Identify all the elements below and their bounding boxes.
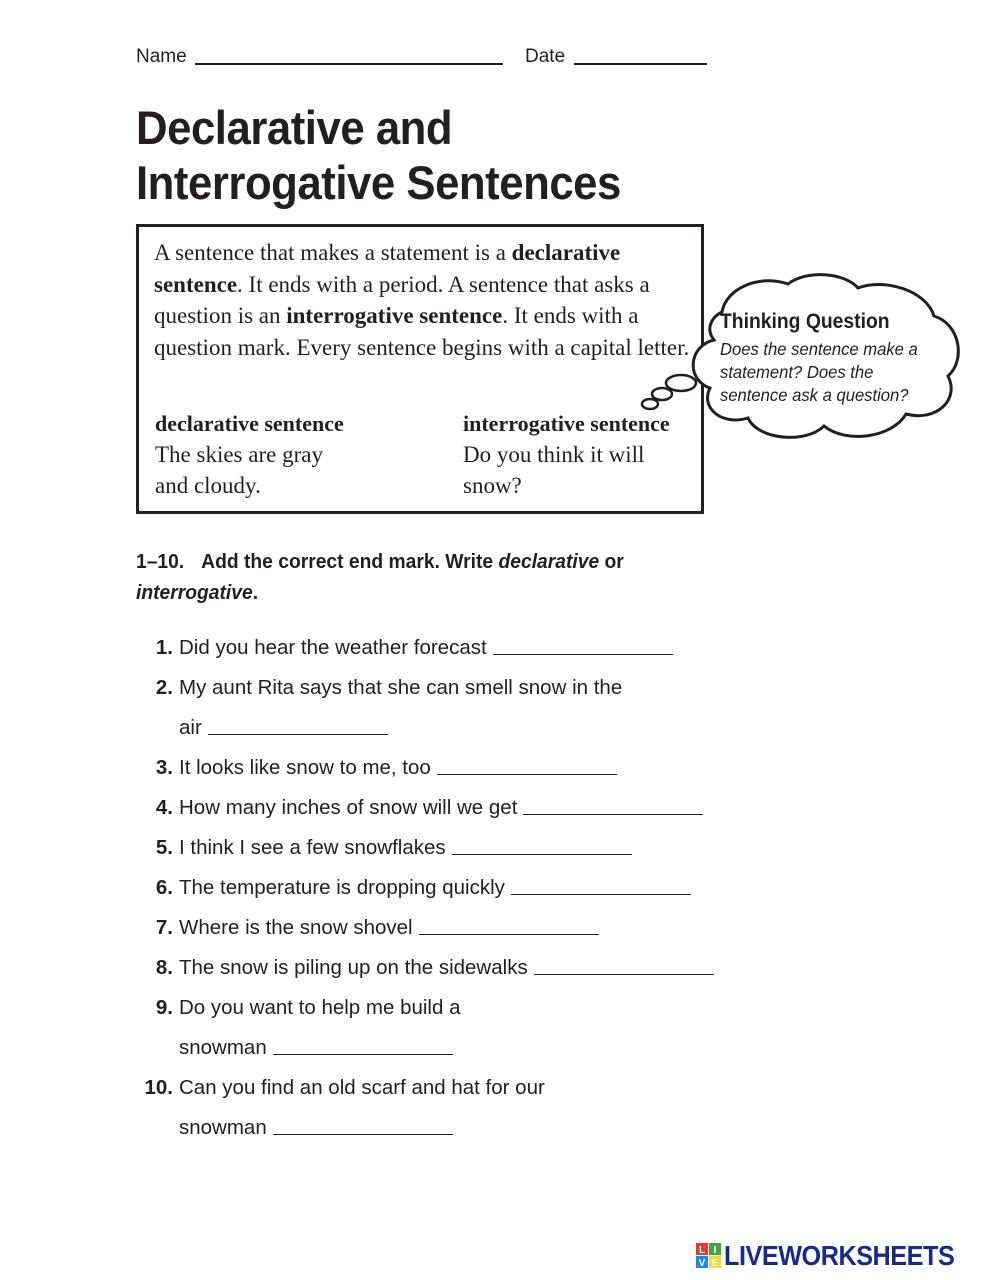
question-number: 7. (155, 916, 173, 939)
answer-blank-4[interactable] (523, 792, 703, 815)
answer-blank-10[interactable] (273, 1112, 453, 1135)
question-item-2 (155, 668, 623, 748)
question-number: 3. (155, 756, 173, 779)
example-declarative-heading: declarative sentence (155, 411, 344, 436)
answer-blank-7[interactable] (419, 912, 599, 935)
answer-blank-2[interactable] (208, 712, 388, 735)
answer-blank-8[interactable] (534, 952, 714, 975)
answer-blank-6[interactable] (511, 872, 691, 895)
example-declarative: declarative sentence The skies are gray and cloudy. (155, 411, 445, 501)
question-item-8 (155, 948, 714, 988)
question-item-5 (155, 828, 632, 868)
title-line-2: Interrogative Sentences (136, 156, 621, 209)
question-number: 2. (155, 676, 173, 699)
instructions: 1–10. Add the correct end mark. Write declarative or interrogative. (136, 550, 624, 604)
question-item-3 (155, 748, 617, 788)
name-field[interactable] (195, 63, 503, 65)
liveworksheets-watermark (696, 1240, 980, 1272)
question-number: 5. (155, 836, 173, 859)
question-item-1 (155, 628, 673, 668)
date-field[interactable] (574, 63, 707, 65)
question-item-4 (155, 788, 703, 828)
example-interrogative-heading: interrogative sentence (463, 411, 670, 436)
question-number: 8. (155, 956, 173, 979)
svg-text:I: I (713, 1245, 717, 1256)
question-item-9 (155, 988, 461, 1068)
question-text: The temperature is dropping quickly (179, 876, 505, 899)
answer-blank-9[interactable] (273, 1032, 453, 1055)
question-text-continued: snowman (179, 1116, 267, 1139)
date-label: Date (525, 46, 566, 67)
thinking-question-title: Thinking Question (720, 310, 890, 333)
question-text: Do you want to help me build a (179, 996, 461, 1019)
question-item-10 (144, 1068, 545, 1148)
question-number: 10. (144, 1076, 173, 1099)
title-line-1: Declarative and (136, 101, 453, 154)
name-label: Name (136, 46, 187, 67)
page-title (136, 100, 621, 210)
liveworksheets-logo-icon (696, 1243, 722, 1269)
question-text: The snow is piling up on the sidewalks (179, 956, 528, 979)
question-text: I think I see a few snowflakes (179, 836, 446, 859)
question-number: 4. (155, 796, 173, 819)
definition-text: A sentence that makes a statement is a declarative sentence. It ends with a period. A sentence that asks a question is an interrogative sentence. It ends with a question mark. Every sentence begins with a capital letter. (154, 240, 690, 360)
question-text-continued: air (179, 716, 202, 739)
term-declarative: declarative sentence (154, 240, 621, 297)
question-text: Did you hear the weather forecast (179, 636, 487, 659)
svg-text:L: L (698, 1245, 706, 1256)
question-text: Where is the snow shovel (179, 916, 413, 939)
item-range: 1–10. (136, 550, 185, 573)
svg-text:V: V (698, 1258, 706, 1269)
question-text: My aunt Rita says that she can smell snow in the (179, 676, 623, 699)
answer-blank-3[interactable] (437, 752, 617, 775)
answer-blank-1[interactable] (493, 632, 673, 655)
question-text: It looks like snow to me, too (179, 756, 431, 779)
question-number: 9. (155, 996, 173, 1019)
example-interrogative: interrogative sentence Do you think it will snow? (463, 411, 703, 501)
question-text: How many inches of snow will we get (179, 796, 518, 819)
question-item-6 (155, 868, 691, 908)
question-number: 6. (155, 876, 173, 899)
watermark-text: LIVEWORKSHEETS (724, 1240, 955, 1271)
question-number: 1. (155, 636, 173, 659)
question-text: Can you find an old scarf and hat for our (179, 1076, 545, 1099)
term-interrogative: interrogative sentence (286, 303, 503, 328)
svg-text:E: E (711, 1258, 719, 1269)
question-item-7 (155, 908, 599, 948)
answer-blank-5[interactable] (452, 832, 632, 855)
question-text-continued: snowman (179, 1036, 267, 1059)
thinking-question-body: Does the sentence make a statement? Does the sentence ask a question? (720, 339, 918, 405)
